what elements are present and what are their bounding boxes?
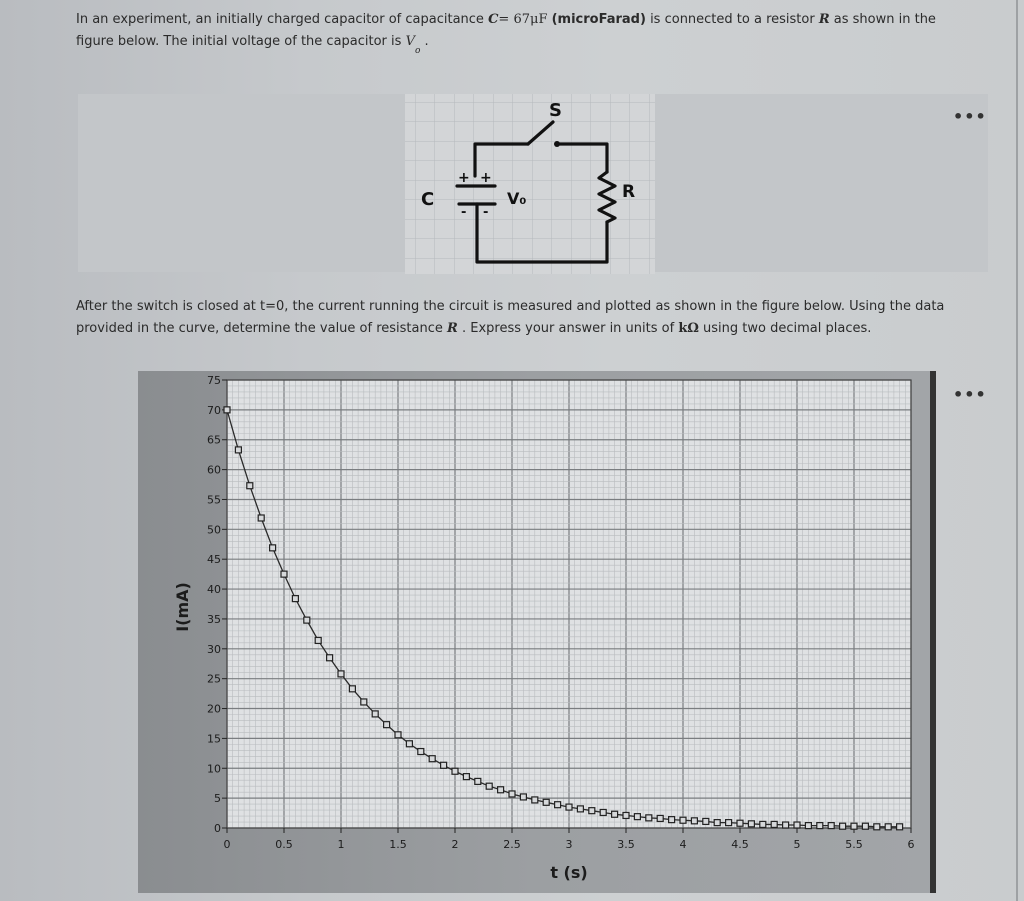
data-point-marker <box>612 811 618 817</box>
data-point-marker <box>555 802 561 808</box>
data-point-marker <box>327 655 333 661</box>
data-point-marker <box>589 808 595 814</box>
equals-sign: = <box>498 12 514 27</box>
plus-sign-right: + <box>480 170 492 186</box>
resistor-label: R <box>622 182 636 202</box>
data-point-marker <box>737 820 743 826</box>
data-point-marker <box>577 806 583 812</box>
data-point-marker <box>520 794 526 800</box>
question-intro <box>76 9 996 54</box>
y-tick-label: 0 <box>214 822 221 835</box>
data-point-marker <box>600 809 606 815</box>
data-point-marker <box>874 824 880 830</box>
data-point-marker <box>794 822 800 828</box>
intro-text-5: . <box>420 34 429 49</box>
data-point-marker <box>634 814 640 820</box>
voltage-subscript: o <box>414 46 421 56</box>
data-point-marker <box>817 823 823 829</box>
intro-text-2: is connected to a resistor <box>645 12 819 27</box>
y-tick-label: 50 <box>207 523 221 537</box>
y-tick-label: 30 <box>207 642 221 656</box>
y-tick-label: 70 <box>207 403 221 417</box>
minus-sign-left: - <box>461 205 467 220</box>
y-tick-label: 25 <box>207 672 221 686</box>
data-point-marker <box>429 756 435 762</box>
y-tick-label: 45 <box>207 553 221 567</box>
resistor-symbol: R <box>818 12 830 27</box>
y-tick-label: 15 <box>207 732 221 746</box>
x-axis-label: t (s) <box>550 863 588 882</box>
x-tick-label: 1.5 <box>389 838 407 851</box>
data-point-marker <box>783 822 789 828</box>
data-point-marker <box>646 815 652 821</box>
data-point-marker <box>338 671 344 677</box>
data-point-marker <box>270 545 276 551</box>
x-tick-label: 4 <box>679 838 687 851</box>
data-point-marker <box>304 617 310 623</box>
data-point-marker <box>475 778 481 784</box>
page-edge <box>1016 0 1018 901</box>
data-point-marker <box>498 787 504 793</box>
data-point-marker <box>384 722 390 728</box>
data-point-marker <box>543 799 549 805</box>
figure-more-options-button[interactable]: ••• <box>953 107 987 126</box>
data-point-marker <box>395 732 401 738</box>
intro-text-3: as shown in the <box>829 12 936 27</box>
switch-contact <box>554 141 560 147</box>
data-point-marker <box>897 824 903 830</box>
x-tick-label: 6 <box>907 838 915 851</box>
y-tick-label: 5 <box>214 792 221 806</box>
y-tick-label: 65 <box>207 433 221 447</box>
data-point-marker <box>828 823 834 829</box>
current-vs-time-chart <box>138 371 930 893</box>
x-tick-label: 0 <box>223 838 231 851</box>
unit-kiloohm: kΩ <box>678 321 699 336</box>
data-point-marker <box>805 823 811 829</box>
data-point-marker <box>714 820 720 826</box>
y-tick-label: 55 <box>207 493 221 507</box>
data-point-marker <box>235 447 241 453</box>
resistor-symbol-2: R <box>447 321 458 336</box>
capacitance-value: 67μF <box>513 12 548 27</box>
data-point-marker <box>703 818 709 824</box>
data-point-marker <box>509 791 515 797</box>
data-point-marker <box>657 815 663 821</box>
data-point-marker <box>315 637 321 643</box>
intro-text-4: figure below. The initial voltage of the capacitor is <box>76 34 406 49</box>
data-point-marker <box>532 797 538 803</box>
x-tick-label: 0.5 <box>275 838 293 851</box>
capacitance-symbol: C <box>488 12 499 27</box>
task-text: After the switch is closed at t=0, the current running the circuit is measured and plotted as shown in the figure below. Using the data provided in the curve, determine the value of resistance <box>76 299 945 336</box>
data-point-marker <box>247 483 253 489</box>
plus-sign-left: + <box>458 170 470 186</box>
y-tick-label: 40 <box>207 583 221 597</box>
data-point-marker <box>486 783 492 789</box>
data-point-marker <box>441 762 447 768</box>
y-tick-label: 35 <box>207 612 221 626</box>
data-point-marker <box>771 821 777 827</box>
data-point-marker <box>623 812 629 818</box>
x-tick-label: 3.5 <box>617 838 635 851</box>
y-tick-label: 20 <box>207 702 221 716</box>
x-tick-label: 2.5 <box>503 838 521 851</box>
switch-label: S <box>549 100 562 121</box>
x-tick-label: 3 <box>565 838 573 851</box>
data-point-marker <box>691 818 697 824</box>
voltage-symbol: V <box>405 34 415 49</box>
circuit-diagram <box>405 94 655 274</box>
intro-text: In an experiment, an initially charged capacitor of capacitance <box>76 12 489 27</box>
minus-sign-right: - <box>483 205 489 220</box>
x-tick-label: 2 <box>451 838 459 851</box>
chart-container <box>138 371 936 893</box>
data-point-marker <box>281 571 287 577</box>
data-point-marker <box>748 821 754 827</box>
data-point-marker <box>760 821 766 827</box>
data-point-marker <box>292 596 298 602</box>
data-point-marker <box>224 407 230 413</box>
data-point-marker <box>566 804 572 810</box>
voltage-label: V₀ <box>507 189 527 208</box>
y-tick-label: 10 <box>207 762 221 776</box>
data-point-marker <box>452 768 458 774</box>
x-tick-label: 1 <box>337 838 345 851</box>
data-point-marker <box>463 774 469 780</box>
data-point-marker <box>361 699 367 705</box>
data-point-marker <box>258 515 264 521</box>
chart-more-options-button[interactable]: ••• <box>953 385 987 404</box>
capacitor-label: C <box>421 189 435 210</box>
task-text-3: using two decimal places. <box>698 321 872 336</box>
data-point-marker <box>726 820 732 826</box>
x-tick-label: 5.5 <box>845 838 863 851</box>
data-point-marker <box>349 686 355 692</box>
data-point-marker <box>851 823 857 829</box>
y-tick-label: 75 <box>207 374 221 387</box>
grid-lines <box>227 380 911 828</box>
question-task <box>76 296 996 340</box>
circuit-svg <box>405 94 655 274</box>
data-point-marker <box>406 741 412 747</box>
data-point-marker <box>840 823 846 829</box>
data-point-marker <box>862 823 868 829</box>
x-tick-label: 5 <box>793 838 801 851</box>
data-point-marker <box>669 817 675 823</box>
y-axis-label: I(mA) <box>173 582 192 632</box>
data-point-marker <box>885 824 891 830</box>
data-point-marker <box>680 817 686 823</box>
x-tick-label: 4.5 <box>731 838 749 851</box>
task-text-2: . Express your answer in units of <box>457 321 679 336</box>
capacitance-unit-name: (microFarad) <box>551 12 646 27</box>
data-point-marker <box>418 749 424 755</box>
data-point-marker <box>372 711 378 717</box>
y-tick-label: 60 <box>207 463 221 477</box>
